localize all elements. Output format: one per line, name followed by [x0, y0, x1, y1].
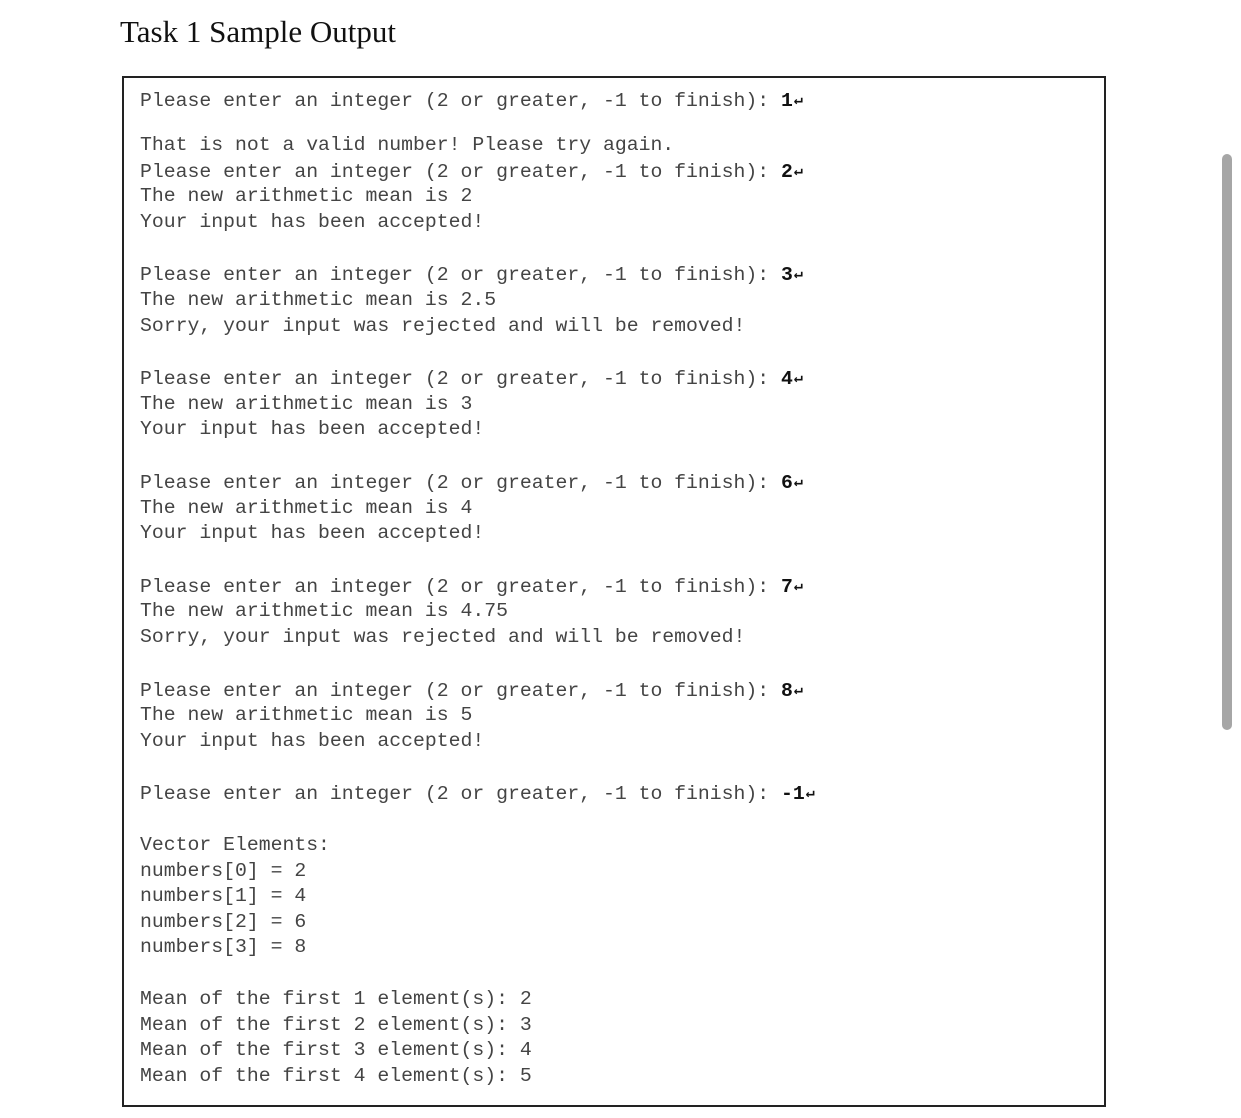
- prompt-text: Please enter an integer (2 or greater, -1 to finish):: [140, 90, 782, 112]
- prompt-text: Please enter an integer (2 or greater, -1 to finish):: [140, 472, 782, 495]
- user-input: 4: [781, 368, 793, 391]
- return-icon: ↵: [793, 577, 803, 595]
- mean-line: Mean of the first 1 element(s): 2: [140, 987, 532, 1010]
- user-input: 1: [781, 90, 793, 112]
- return-icon: ↵: [793, 474, 803, 492]
- vertical-scrollbar[interactable]: [1222, 154, 1232, 730]
- vector-element: numbers[3] = 8: [140, 936, 307, 959]
- prompt-line: [140, 678, 1104, 704]
- output-line: Sorry, your input was rejected and will be removed!: [140, 626, 746, 648]
- user-input: 8: [781, 679, 793, 702]
- return-icon: ↵: [793, 681, 803, 699]
- user-input: 7: [781, 575, 793, 598]
- prompt-line: [140, 574, 1104, 600]
- prompt-line: [140, 470, 1104, 496]
- output-line: Your input has been accepted!: [140, 210, 485, 233]
- vector-element: numbers[1] = 4: [140, 885, 307, 908]
- output-line: Your input has been accepted!: [140, 729, 485, 752]
- prompt-line: [140, 781, 1104, 807]
- prompt-text: Please enter an integer (2 or greater, -1 to finish):: [140, 368, 782, 391]
- output-line: Sorry, your input was rejected and will be removed!: [140, 314, 746, 337]
- output-line: Your input has been accepted!: [140, 522, 485, 545]
- return-icon: ↵: [793, 266, 803, 284]
- return-icon: ↵: [793, 370, 803, 388]
- console-output: [122, 76, 1106, 1107]
- return-icon: ↵: [793, 92, 803, 109]
- vector-heading: Vector Elements:: [140, 833, 330, 856]
- mean-line: Mean of the first 4 element(s): 5: [140, 1064, 532, 1087]
- prompt-line: [140, 366, 1104, 392]
- output-line: That is not a valid number! Please try again.: [140, 134, 675, 157]
- user-input: 2: [781, 160, 793, 183]
- mean-line: Mean of the first 3 element(s): 4: [140, 1039, 532, 1062]
- prompt-text: Please enter an integer (2 or greater, -1 to finish):: [140, 160, 782, 183]
- vector-element: numbers[0] = 2: [140, 859, 307, 882]
- prompt-line: [140, 262, 1104, 288]
- prompt-text: Please enter an integer (2 or greater, -1 to finish):: [140, 575, 782, 598]
- prompt-line: [140, 88, 1104, 114]
- user-input: -1: [781, 783, 805, 806]
- prompt-text: Please enter an integer (2 or greater, -1 to finish):: [140, 264, 782, 287]
- prompt-text: Please enter an integer (2 or greater, -1 to finish):: [140, 679, 782, 702]
- output-line: The new arithmetic mean is 2.5: [140, 289, 497, 312]
- user-input: 6: [781, 472, 793, 495]
- page-title: Task 1 Sample Output: [120, 14, 396, 49]
- return-icon: ↵: [805, 785, 815, 803]
- prompt-text: Please enter an integer (2 or greater, -1 to finish):: [140, 783, 782, 806]
- user-input: 3: [781, 264, 793, 287]
- output-line: The new arithmetic mean is 4.75: [140, 600, 508, 623]
- output-line: The new arithmetic mean is 2: [140, 185, 473, 208]
- prompt-line: [140, 159, 1104, 185]
- output-line: Your input has been accepted!: [140, 418, 485, 441]
- output-line: The new arithmetic mean is 3: [140, 392, 473, 415]
- vector-element: numbers[2] = 6: [140, 910, 307, 933]
- mean-line: Mean of the first 2 element(s): 3: [140, 1013, 532, 1036]
- output-line: The new arithmetic mean is 5: [140, 704, 473, 727]
- output-line: The new arithmetic mean is 4: [140, 496, 473, 519]
- return-icon: ↵: [793, 162, 803, 180]
